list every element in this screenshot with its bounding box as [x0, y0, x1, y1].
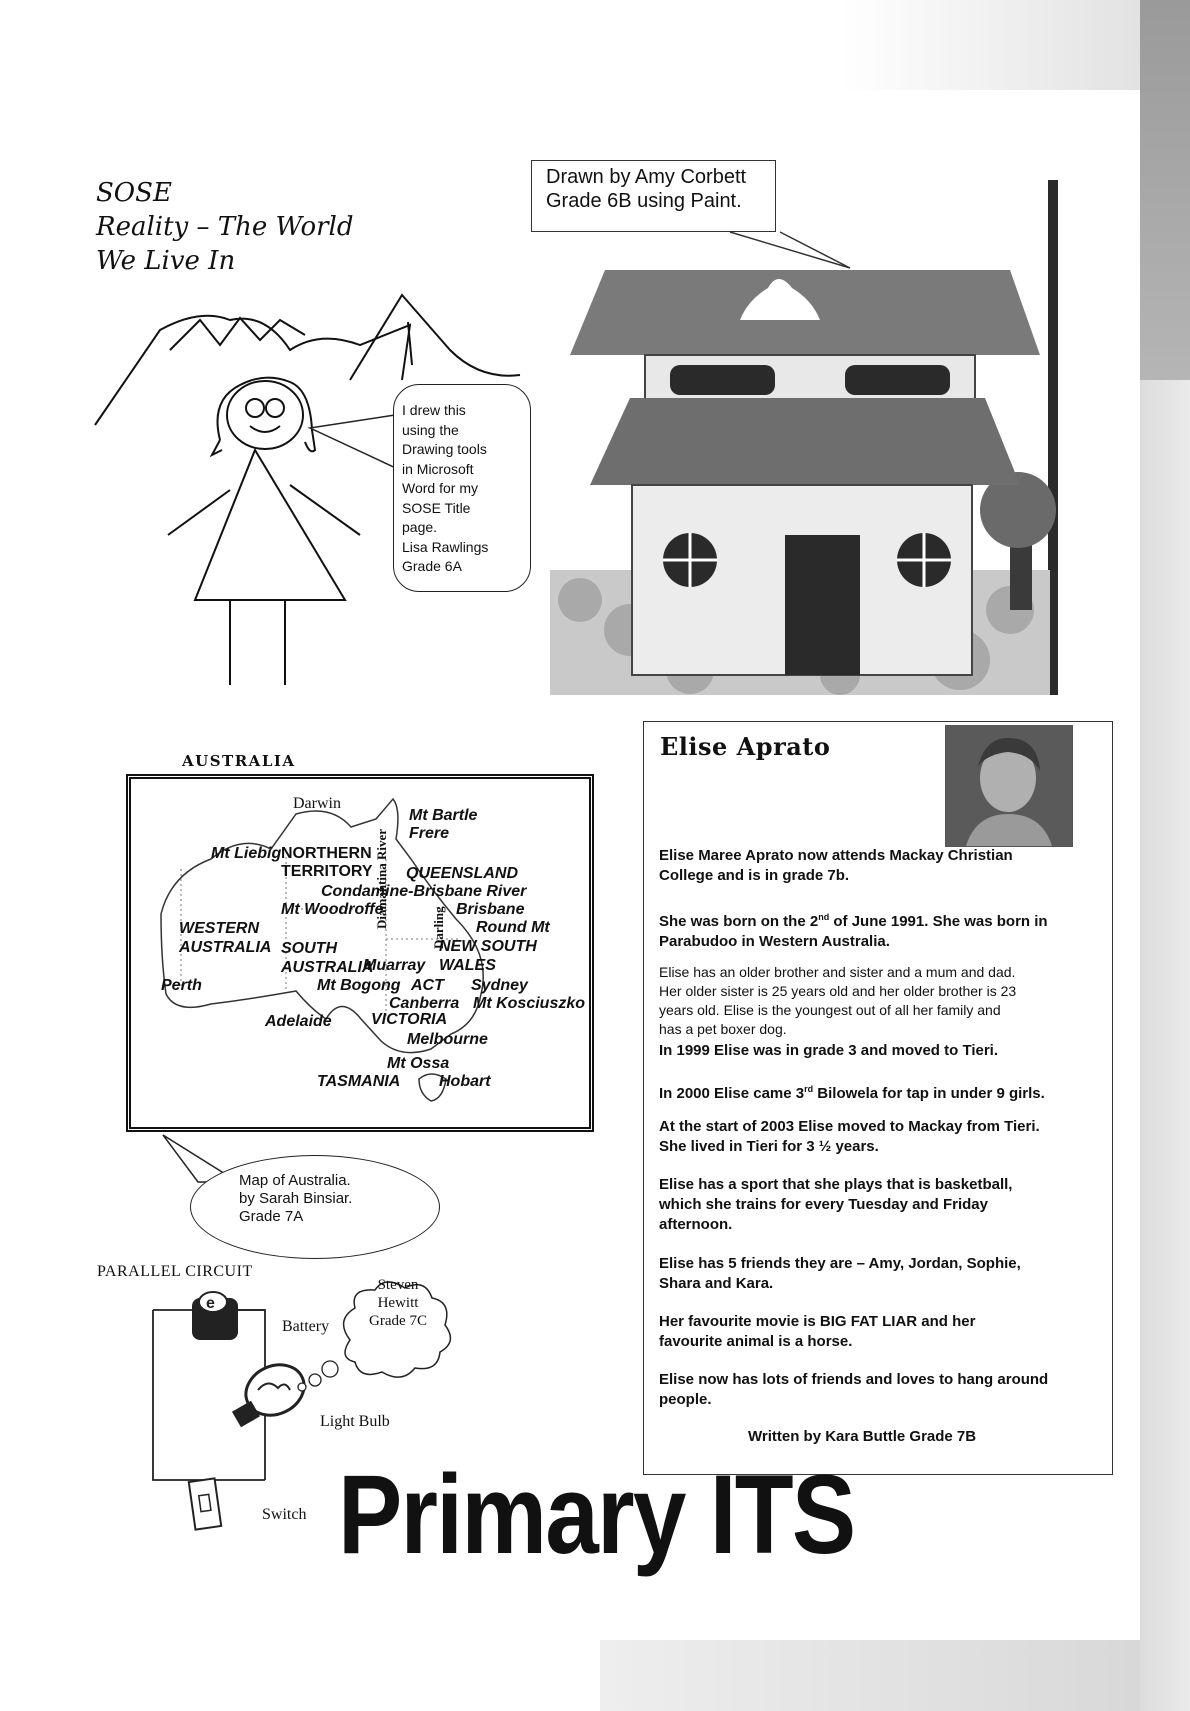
- map-label-new-south-wales: NEW SOUTH WALES: [439, 938, 537, 974]
- map-label-darling: Darling: [431, 906, 446, 949]
- cloud-author-text: Steven Hewitt Grade 7C: [369, 1277, 427, 1329]
- map-label-mt-kosciuszko: Mt Kosciuszko: [473, 995, 586, 1012]
- elise-article-byline: Written by Kara Buttle Grade 7B: [748, 1428, 977, 1445]
- elise-paragraph-3: Elise has an older brother and sister and a mum and dad. Her older sister is 25 years old and her older brother is 23 years old. Elise is the youngest out of all her family and has a pet boxer dog.: [659, 964, 1017, 1037]
- australia-map-heading: AUSTRALIA: [182, 752, 296, 770]
- map-label-mt-bartle-frere: Mt Bartle Frere: [409, 807, 478, 842]
- map-label-mt-liebig: Mt Liebig: [211, 845, 282, 862]
- page-edge-dark-strip: [1140, 0, 1190, 380]
- map-label-mt-ossa: Mt Ossa: [387, 1055, 450, 1072]
- svg-text:e: e: [206, 1295, 215, 1312]
- light-bulb-icon: [232, 1356, 312, 1428]
- elise-photo: [945, 725, 1073, 847]
- map-label-melbourne: Melbourne: [407, 1031, 488, 1048]
- switch-icon: [189, 1478, 221, 1529]
- house-callout-line2: Grade 6B using Paint.: [546, 190, 742, 212]
- map-label-darwin: Darwin: [293, 795, 341, 812]
- bottom-fade: [600, 1640, 1140, 1711]
- elise-paragraph-9: Her favourite movie is BIG FAT LIAR and her favourite animal is a horse.: [659, 1313, 976, 1350]
- light-bulb-label: Light Bulb: [320, 1413, 390, 1430]
- battery-label: Battery: [282, 1318, 330, 1335]
- sose-title-line2: Reality – The World: [96, 212, 354, 242]
- elise-p5-superscript: rd: [804, 1084, 814, 1094]
- map-label-perth: Perth: [161, 977, 202, 994]
- elise-paragraph-8: Elise has 5 friends they are – Amy, Jordan, Sophie, Shara and Kara.: [659, 1255, 1021, 1292]
- map-label-northern-territory: NORTHERN TERRITORY: [281, 845, 373, 880]
- map-label-canberra: Canberra: [389, 995, 460, 1012]
- map-caption-bubble: Map of Australia. by Sarah Binsiar. Grade 7A: [190, 1155, 440, 1259]
- lisa-speech-bubble: I drew this using the Drawing tools in Microsoft Word for my SOSE Title page. Lisa Rawlings Grade 6A: [393, 384, 531, 592]
- sose-title-line1: SOSE: [96, 178, 172, 208]
- elise-paragraph-1: Elise Maree Aprato now attends Mackay Christian College and is in grade 7b.: [659, 847, 1013, 884]
- map-label-muarray: Muarray: [363, 957, 426, 974]
- map-label-round-mt: Round Mt: [476, 919, 550, 936]
- elise-paragraph-10: Elise now has lots of friends and loves to hang around people.: [659, 1371, 1049, 1408]
- map-label-diamantina-river: Diamantina River: [374, 828, 389, 929]
- map-label-hobart: Hobart: [439, 1073, 491, 1090]
- circuit-title: PARALLEL CIRCUIT: [97, 1263, 253, 1280]
- elise-p2-superscript: nd: [818, 912, 830, 922]
- elise-paragraph-5: [659, 1079, 1099, 1104]
- switch-label: Switch: [262, 1506, 307, 1523]
- map-label-queensland: QUEENSLAND: [406, 865, 519, 882]
- top-fade: [840, 0, 1140, 90]
- house-callout-line1: Drawn by Amy Corbett: [546, 166, 747, 188]
- elise-article-title: Elise Aprato: [660, 732, 831, 761]
- map-label-tasmania: TASMANIA: [317, 1073, 401, 1090]
- map-label-condamine: Condamine-Brisbane River: [321, 883, 527, 900]
- elise-p5-end: Bilowela for tap in under 9 girls.: [813, 1085, 1045, 1102]
- map-label-mt-bogong: Mt Bogong: [317, 977, 401, 994]
- elise-p2-end: of June 1991. She was born in Parabudoo in Western Australia.: [659, 913, 1048, 950]
- elise-paragraph-7: Elise has a sport that she plays that is basketball, which she trains for every Tuesday and Friday afternoon.: [659, 1176, 1013, 1233]
- map-label-western-australia: WESTERN AUSTRALIA: [179, 920, 272, 956]
- australia-map: [126, 774, 594, 1132]
- elise-paragraph-6: At the start of 2003 Elise moved to Mackay from Tieri. She lived in Tieri for 3 ½ years.: [659, 1118, 1040, 1155]
- elise-p5-start: In 2000 Elise came 3: [659, 1085, 805, 1102]
- primary-its-banner: Primary ITS: [338, 1452, 855, 1577]
- map-label-victoria: VICTORIA: [371, 1011, 448, 1028]
- map-label-sydney: Sydney: [471, 977, 528, 994]
- portrait-image: [946, 726, 1072, 846]
- map-label-adelaide: Adelaide: [265, 1013, 332, 1030]
- elise-paragraph-4: In 1999 Elise was in grade 3 and moved to Tieri.: [659, 1042, 999, 1059]
- map-label-brisbane: Brisbane: [456, 901, 525, 918]
- battery-icon: [192, 1292, 238, 1340]
- house-painting: [540, 170, 1070, 695]
- map-label-south-australia: SOUTH AUSTRALIA: [281, 940, 374, 976]
- sose-title-block: [96, 176, 354, 278]
- elise-paragraph-2: [659, 907, 1099, 952]
- sose-title-line3: We Live In: [96, 246, 236, 276]
- map-label-mt-woodroffe: Mt Woodroffe: [281, 901, 384, 918]
- elise-p2-start: She was born on the 2: [659, 913, 819, 930]
- map-label-act: ACT: [411, 977, 444, 994]
